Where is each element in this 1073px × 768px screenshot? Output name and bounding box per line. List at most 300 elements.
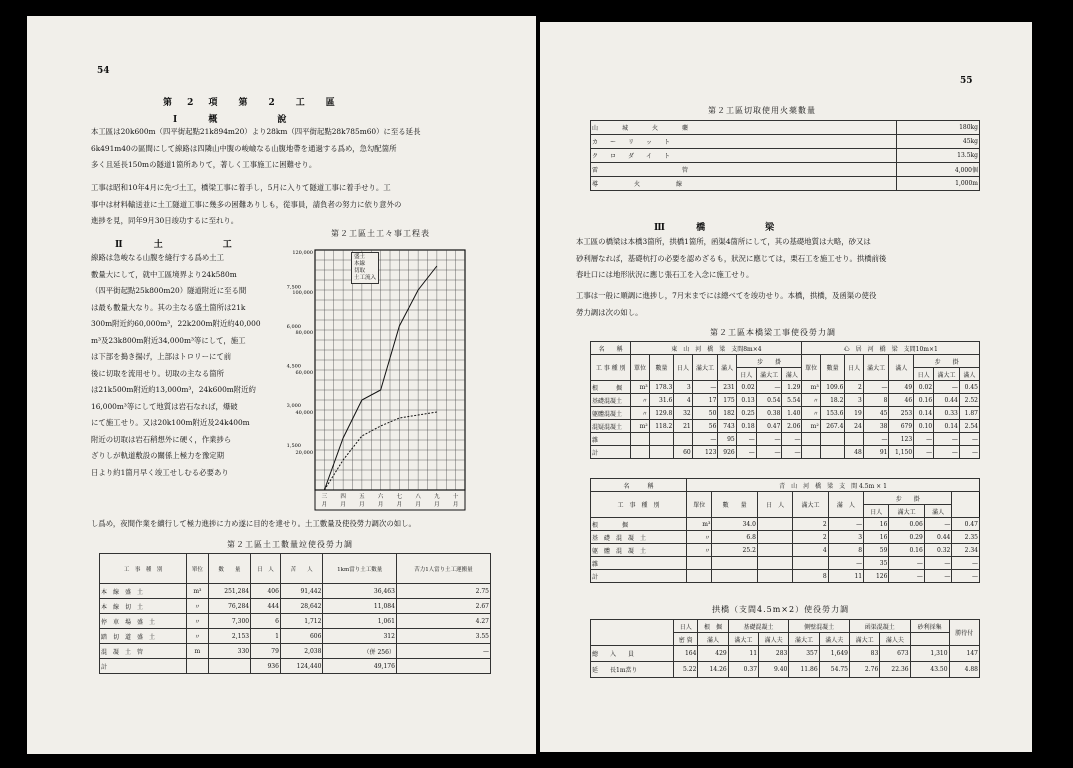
table-cell: m² <box>631 420 649 433</box>
table-cell: 苦 人 <box>280 554 323 584</box>
table-cell: 山 城 火 藥 <box>591 121 897 135</box>
table-cell: 21 <box>674 420 692 433</box>
table-cell: m³ <box>802 381 820 394</box>
table-cell: （併 256） <box>323 644 396 659</box>
page-number-left: 54 <box>97 66 110 76</box>
table-cell: 數 量 <box>712 492 758 518</box>
table-cell: 滿人 <box>782 368 802 381</box>
table-cell: — <box>924 518 952 531</box>
month-label-suffix: 月 <box>452 502 459 508</box>
y-tick-label: 80,000 <box>295 330 313 336</box>
schedule-line: 事中は材料輸送並に土工隧道工事に幾多の困難ありしも，從事員，請負者の努力に依り意外の <box>91 199 402 209</box>
table-cell: 606 <box>280 629 323 644</box>
earthwork-line: 日より約1箇月早く竣工せしむる必要あり <box>91 467 229 477</box>
table-cell: 444 <box>251 599 281 614</box>
table-cell: 停 車 場 盛 土 <box>100 614 187 629</box>
table-cell: 根 掘 <box>591 381 631 394</box>
table-cell: 苦力1人當り土工運搬量 <box>396 554 490 584</box>
table-cell: — <box>736 446 756 459</box>
table-cell <box>631 446 649 459</box>
table-cell: ク ロ ダ イ ト <box>591 149 897 163</box>
table-cell: 基 礎 混 凝 土 <box>591 531 687 544</box>
table-cell <box>757 531 792 544</box>
table-cell: 48 <box>845 446 863 459</box>
table-cell: 名 稱 <box>591 342 631 355</box>
table-cell: 0.44 <box>934 394 960 407</box>
table-cell: 24 <box>845 420 863 433</box>
table-cell: 1,310 <box>910 646 949 662</box>
table-cell: 182 <box>718 407 736 420</box>
table-cell: 0.25 <box>736 407 756 420</box>
paragraph-earthwork-end: し爲め，夜間作業を續行して極力進捗に力め遂に目的を達せり。土工數量及使役勞力調次の如し。 <box>91 519 416 528</box>
table-cell: m² <box>802 420 820 433</box>
table-cell: 滿大工 <box>934 368 960 381</box>
table-row <box>591 342 980 355</box>
table-cell: 日 人 <box>757 492 792 518</box>
table-cell: 0.10 <box>914 420 934 433</box>
table-cell <box>187 659 208 674</box>
table-cell: 3 <box>828 531 863 544</box>
table-cell: 函渠混凝土 <box>849 620 910 633</box>
earthwork-table-caption: 第２工區土工數量竝使役勞力調 <box>227 540 353 549</box>
table-cell: 34.0 <box>712 518 758 531</box>
table-cell: 日人 <box>674 355 692 381</box>
table-cell: 混 凝 土 管 <box>100 644 187 659</box>
month-label: 五 <box>359 494 365 500</box>
table-row <box>591 149 980 163</box>
table-cell: 0.47 <box>952 518 980 531</box>
table-cell: 153.6 <box>820 407 845 420</box>
table-cell: 8 <box>793 570 828 583</box>
table-cell: — <box>952 570 980 583</box>
table-row <box>100 599 491 614</box>
earthwork-line: （四平街起點25k800m20）隧道附近に至る間 <box>91 286 247 295</box>
table-cell: 123 <box>889 433 914 446</box>
table-cell: 0.16 <box>914 394 934 407</box>
month-label-suffix: 月 <box>396 502 403 508</box>
table-cell: 129.8 <box>649 407 674 420</box>
table-cell: 1.40 <box>782 407 802 420</box>
legend-item: 本線 <box>354 261 366 267</box>
table-cell: 180kg <box>897 121 980 135</box>
table-cell: 283 <box>759 646 789 662</box>
table-row <box>591 121 980 135</box>
table-cell: 4.27 <box>396 614 490 629</box>
table-cell: 滿人 <box>698 633 728 646</box>
table-cell: 滿 人 <box>828 492 863 518</box>
table-cell: 46 <box>889 394 914 407</box>
y-tick-label: 20,000 <box>295 450 313 456</box>
table-cell: 16 <box>864 518 889 531</box>
earthwork-line: は21k500m附近約13,000m³，24k600m附近約 <box>91 385 256 394</box>
table-cell: 0.02 <box>736 381 756 394</box>
table-cell: — <box>914 433 934 446</box>
table-row <box>591 646 980 662</box>
table-cell: 11.86 <box>789 662 819 678</box>
table-cell: 延 長1m當り <box>591 662 674 678</box>
month-label-suffix: 月 <box>321 502 328 508</box>
table-cell: 429 <box>698 646 728 662</box>
table-cell: 357 <box>789 646 819 662</box>
table-cell: 計 <box>591 570 687 583</box>
bridges-progress-line: 工事は一般に順調に進捗し，7月末までには總べてを竣功せり。本橋，拱橋，及函渠の使役 <box>576 291 877 300</box>
table-cell: 滿人 <box>924 505 952 518</box>
table-cell: 工 事 種 別 <box>591 492 687 518</box>
table-cell: 滿大工 <box>728 633 758 646</box>
table-cell <box>757 518 792 531</box>
table-cell: 滿大工 <box>789 633 819 646</box>
table-cell: 滿大工 <box>863 355 889 381</box>
table-cell: 7,300 <box>208 614 251 629</box>
table-cell <box>396 659 490 674</box>
table-cell: 滿大工 <box>889 505 924 518</box>
table-cell: — <box>782 433 802 446</box>
table-cell: カ ー リ ッ ト <box>591 135 897 149</box>
overview-line: 多く且延長150mの隧道1箇所ありて，著しく工事施工に困難せり。 <box>91 160 317 169</box>
table-cell: 〃 <box>187 614 208 629</box>
overview-line: 本工區は20k600m（四平街起點21k894m20）より28km（四平街起點28k785m60）に至る延長 <box>91 127 421 136</box>
table-row <box>591 355 980 368</box>
bridges-progress-line: 勞力調は次の如し。 <box>576 307 643 317</box>
table-cell: 175 <box>718 394 736 407</box>
table-cell: 東 山 河 橋 梁 支間8m×4 <box>631 342 802 355</box>
table-row <box>591 662 980 678</box>
table-cell: 密 資 <box>674 633 698 646</box>
explosives-table <box>590 120 980 191</box>
table-cell: 49 <box>889 381 914 394</box>
table-cell: — <box>934 446 960 459</box>
table-cell: 18.2 <box>820 394 845 407</box>
table-cell: — <box>924 570 952 583</box>
y-tick-label-right: 4,500 <box>286 363 301 370</box>
table-cell: 0.54 <box>756 394 782 407</box>
table-cell: m³ <box>187 584 208 599</box>
earthwork-line: は最も數量大なり。其の主なる盛土箇所は21k <box>91 302 246 312</box>
table-cell: 2.34 <box>952 544 980 557</box>
y-tick-label: 120,000 <box>292 250 313 256</box>
table-cell: 躯 體 混 凝 土 <box>591 544 687 557</box>
table-cell: 45 <box>863 407 889 420</box>
table-cell: 1.87 <box>959 407 979 420</box>
table-cell <box>674 433 692 446</box>
table-cell: 164 <box>674 646 698 662</box>
table-cell: 2.54 <box>959 420 979 433</box>
table-cell: 0.14 <box>914 407 934 420</box>
table-row <box>591 394 980 407</box>
table-cell: 日人 <box>736 368 756 381</box>
table-cell <box>793 557 828 570</box>
table-cell <box>631 433 649 446</box>
table-cell: 17 <box>692 394 718 407</box>
table-cell: 76,284 <box>208 599 251 614</box>
table-cell: 4,000個 <box>897 163 980 177</box>
table-cell: 6 <box>251 614 281 629</box>
table-cell <box>687 557 712 570</box>
table-cell: 基礎混凝土 <box>728 620 789 633</box>
y-tick-label-right: 3,000 <box>286 403 301 410</box>
earthwork-line: ざりしが軌道敷設の關係上極力を豫定期 <box>91 451 225 460</box>
table-cell: — <box>828 518 863 531</box>
table-cell: 8 <box>863 394 889 407</box>
table-row <box>100 584 491 599</box>
earthwork-line: 300m附近約60,000m³，22k200m附近約40,000 <box>91 319 261 328</box>
table-cell: 3.55 <box>396 629 490 644</box>
table-row <box>591 620 980 633</box>
table-cell: — <box>692 433 718 446</box>
table-cell: 日人 <box>674 620 698 633</box>
y-tick-label-right: 7,500 <box>286 284 301 291</box>
page-number-right: 55 <box>960 76 973 86</box>
table-cell: 45kg <box>897 135 980 149</box>
table-cell: 16 <box>864 531 889 544</box>
table-cell: 178.3 <box>649 381 674 394</box>
table-cell: 11,084 <box>323 599 396 614</box>
table-cell: 91 <box>863 446 889 459</box>
table-cell: 心 居 河 橋 梁 支間10m×1 <box>802 342 980 355</box>
table-cell: 〃 <box>631 394 649 407</box>
table-cell: — <box>934 381 960 394</box>
table-cell: — <box>889 557 924 570</box>
table-cell: 6.8 <box>712 531 758 544</box>
table-cell: 330 <box>208 644 251 659</box>
table-cell: 數 量 <box>208 554 251 584</box>
heading-earthwork: Ⅱ 土 工 <box>115 240 246 250</box>
chart-caption: 第２工區土工々事工程表 <box>331 229 430 238</box>
table-row <box>591 446 980 459</box>
month-label: 三 <box>321 494 328 500</box>
table-cell: — <box>934 433 960 446</box>
table-cell: 926 <box>718 446 736 459</box>
earthwork-line: 數量大にして，就中工區境界より24k580m <box>91 269 237 279</box>
table-cell: 2.52 <box>959 394 979 407</box>
table-cell: — <box>756 381 782 394</box>
table-cell: — <box>782 446 802 459</box>
table-cell <box>820 446 845 459</box>
table-cell: 滿大工 <box>692 355 718 381</box>
table-row <box>100 614 491 629</box>
table-cell: 406 <box>251 584 281 599</box>
table-cell: 109.6 <box>820 381 845 394</box>
table-cell: 22.36 <box>880 662 910 678</box>
table-cell <box>802 433 820 446</box>
table-cell: — <box>828 557 863 570</box>
heading-bridges: Ⅲ 橋 梁 <box>654 223 789 233</box>
table-cell: 5.54 <box>782 394 802 407</box>
table-cell: — <box>736 433 756 446</box>
table-cell: 0.37 <box>728 662 758 678</box>
chart-legend <box>351 252 379 284</box>
table-cell: 2.76 <box>849 662 879 678</box>
paragraph-schedule <box>91 180 511 230</box>
month-label-suffix: 月 <box>377 502 384 508</box>
table-cell: 單位 <box>631 355 649 381</box>
earthwork-line: 16,000m³等にして地質は岩石なれば，爆破 <box>91 401 238 411</box>
table-cell: 側壁混凝土 <box>789 620 850 633</box>
table-cell: 日人 <box>914 368 934 381</box>
table-cell: 95 <box>718 433 736 446</box>
month-label-suffix: 月 <box>340 502 346 508</box>
table-cell: 日人 <box>845 355 863 381</box>
table-cell: 〃 <box>631 407 649 420</box>
table-cell: 躯體混凝土 <box>591 407 631 420</box>
paragraph-bridges <box>576 234 1006 284</box>
table-row <box>591 407 980 420</box>
table-cell: — <box>959 433 979 446</box>
table-cell: 總 入 員 <box>591 646 674 662</box>
table-cell: 滿大工 <box>793 492 828 518</box>
table-cell: 根 掘 <box>698 620 728 633</box>
table-cell: 數量 <box>649 355 674 381</box>
table-cell: 滿人 <box>959 368 979 381</box>
table-cell: 79 <box>251 644 281 659</box>
table-cell: 名 稱 <box>591 479 687 492</box>
table-cell: 2,153 <box>208 629 251 644</box>
section-title: 第 2 項 第 2 工 區 <box>163 98 341 108</box>
month-band <box>315 490 465 510</box>
month-label: 九 <box>434 494 440 500</box>
table-cell: 0.32 <box>924 544 952 557</box>
table-cell: 123 <box>692 446 718 459</box>
bridge-labor-table <box>590 341 980 459</box>
table-row <box>591 557 980 570</box>
month-label-suffix: 月 <box>415 502 421 508</box>
month-label: 六 <box>377 494 384 500</box>
table-cell: 312 <box>323 629 396 644</box>
table-cell: 勝待付 <box>949 620 979 646</box>
table-cell <box>845 433 863 446</box>
table-cell <box>757 570 792 583</box>
table-cell: 0.33 <box>934 407 960 420</box>
legend-item: 切取 <box>354 268 366 274</box>
table-cell: 4.88 <box>949 662 979 678</box>
table-row <box>591 544 980 557</box>
table-cell <box>802 446 820 459</box>
table-cell: 28,642 <box>280 599 323 614</box>
table-cell: 11 <box>828 570 863 583</box>
table-cell: 0.38 <box>756 407 782 420</box>
table-cell: 743 <box>718 420 736 433</box>
table-cell: 1 <box>251 629 281 644</box>
right-page <box>540 22 1032 752</box>
table-cell: 〃 <box>802 407 820 420</box>
table-cell: 2.06 <box>782 420 802 433</box>
table-cell: 1,712 <box>280 614 323 629</box>
aoyama-bridge-table <box>590 478 980 583</box>
table-row <box>591 570 980 583</box>
table-row <box>591 492 980 505</box>
table-cell: 673 <box>880 646 910 662</box>
month-label: 七 <box>396 494 403 500</box>
earthwork-line: 後に切取を流用せり。切取の主なる箇所 <box>91 368 225 378</box>
table-cell: — <box>396 644 490 659</box>
earthwork-line: m³及23k800m附近34,000m³等にして，施工 <box>91 335 246 345</box>
table-cell: 2.35 <box>952 531 980 544</box>
table-row <box>591 479 980 492</box>
table-cell: 砂利採集 <box>910 620 949 633</box>
table-cell: m <box>187 644 208 659</box>
table-cell: 基礎混凝土 <box>591 394 631 407</box>
table-cell: 60 <box>674 446 692 459</box>
table-cell: 126 <box>864 570 889 583</box>
table-cell: 滿人夫 <box>759 633 789 646</box>
table-cell: — <box>914 446 934 459</box>
table-cell: m³ <box>631 381 649 394</box>
y-tick-label-right: 6,000 <box>286 324 301 330</box>
table-cell: — <box>952 557 980 570</box>
y-tick-label: 40,000 <box>295 410 313 416</box>
schedule-line: 工事は昭和10年4月に先づ土工，橋梁工事に着手し，5月に入りて隧道工事に着手せり。工 <box>91 183 391 192</box>
table-cell: 0.02 <box>914 381 934 394</box>
table-cell: m³ <box>687 518 712 531</box>
table-cell: 步 掛 <box>864 492 952 505</box>
table-cell: 83 <box>849 646 879 662</box>
table-row <box>100 644 491 659</box>
table-cell: 〃 <box>802 394 820 407</box>
table-cell <box>910 633 949 646</box>
table-cell: 2 <box>793 531 828 544</box>
table-cell: 35 <box>864 557 889 570</box>
earthwork-line: 線路は急峻なる山腹を縫行する爲め土工 <box>91 253 225 262</box>
table-cell: 1.29 <box>782 381 802 394</box>
table-cell: 1,649 <box>819 646 849 662</box>
arch-table-caption: 拱橋（支間4.5m×2）使役勞力調 <box>712 605 850 614</box>
overview-line: 6k491m40の區間にして線路は四隣山中腹の峻嶮なる山腹地帶を通過する爲め，急勾配箇所 <box>91 143 397 153</box>
table-cell: 25.2 <box>712 544 758 557</box>
arch-bridge-table <box>590 619 980 678</box>
table-cell: 38 <box>863 420 889 433</box>
table-cell: 雜 <box>591 557 687 570</box>
table-cell: 導 火 線 <box>591 177 897 191</box>
table-cell: — <box>863 433 889 446</box>
table-row <box>591 531 980 544</box>
table-cell: 步 掛 <box>914 355 980 368</box>
table-cell: 32 <box>674 407 692 420</box>
table-cell: 青 山 河 橋 梁 支 間 4.5m × 1 <box>687 479 980 492</box>
table-cell: 124,440 <box>280 659 323 674</box>
paragraph-earthwork <box>91 250 291 481</box>
table-cell: 231 <box>718 381 736 394</box>
table-cell: 147 <box>949 646 979 662</box>
left-page <box>27 16 536 754</box>
table-cell <box>820 433 845 446</box>
table-cell: 56 <box>692 420 718 433</box>
table-row <box>591 420 980 433</box>
table-cell: 滿人夫 <box>819 633 849 646</box>
table-row <box>591 518 980 531</box>
table-cell: 54.75 <box>819 662 849 678</box>
table-cell: 251,284 <box>208 584 251 599</box>
table-cell: 單位 <box>802 355 820 381</box>
table-cell: 11 <box>728 646 758 662</box>
table-cell: 2.75 <box>396 584 490 599</box>
heading-overview: Ⅰ 概 說 <box>173 115 301 125</box>
table-cell <box>649 433 674 446</box>
earthwork-table <box>99 553 491 674</box>
table-cell: 2 <box>793 518 828 531</box>
table-cell: 0.13 <box>736 394 756 407</box>
table-cell: 3 <box>674 381 692 394</box>
table-cell: 雷 管 <box>591 163 897 177</box>
table-cell: — <box>692 381 718 394</box>
table-cell: — <box>756 446 782 459</box>
table-cell: 118.2 <box>649 420 674 433</box>
table-cell: 日 人 <box>251 554 281 584</box>
table-cell: 14.26 <box>698 662 728 678</box>
table-cell: — <box>959 446 979 459</box>
table-cell: 滿人夫 <box>880 633 910 646</box>
table-row <box>591 135 980 149</box>
table-cell: 0.29 <box>889 531 924 544</box>
